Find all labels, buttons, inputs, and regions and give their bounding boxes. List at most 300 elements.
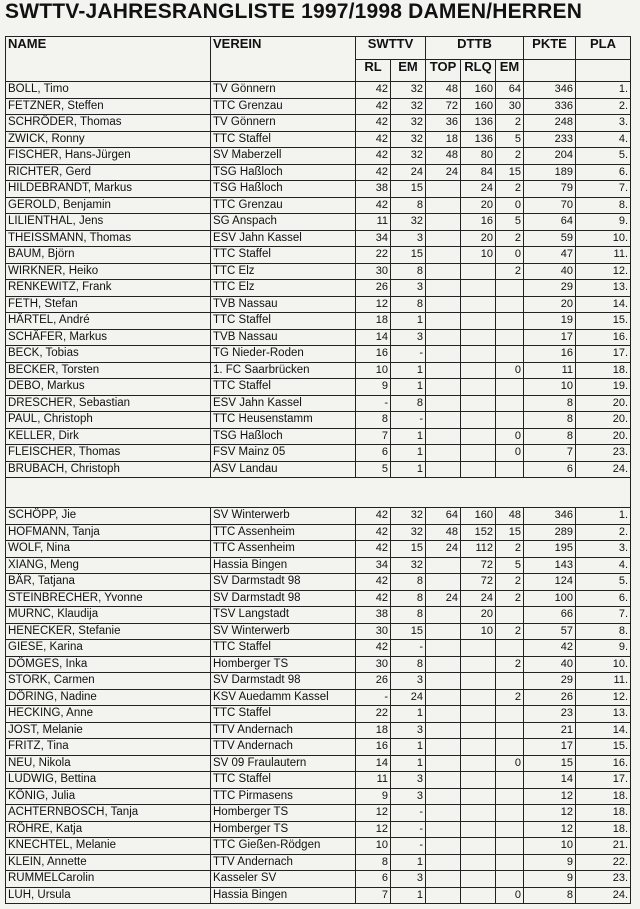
rlq-cell: 20 bbox=[461, 197, 496, 214]
club-cell: TTC Pirmasens bbox=[211, 788, 356, 805]
em-cell: 32 bbox=[391, 508, 426, 525]
col-header-em: EM bbox=[391, 60, 426, 82]
rlq-cell bbox=[461, 296, 496, 313]
name-cell: LILIENTHAL, Jens bbox=[6, 214, 211, 231]
club-cell: TTC Grenzau bbox=[211, 197, 356, 214]
pkte-cell: 10 bbox=[524, 838, 576, 855]
em-cell: 32 bbox=[391, 557, 426, 574]
em-cell: - bbox=[391, 805, 426, 822]
top-cell bbox=[426, 772, 461, 789]
rl-cell: 42 bbox=[356, 82, 391, 99]
rl-cell: 10 bbox=[356, 362, 391, 379]
top-cell bbox=[426, 296, 461, 313]
em-cell: 24 bbox=[391, 164, 426, 181]
em-cell: 32 bbox=[391, 82, 426, 99]
club-cell: SV Darmstadt 98 bbox=[211, 574, 356, 591]
name-cell: DÖRING, Nadine bbox=[6, 689, 211, 706]
top-cell bbox=[426, 346, 461, 363]
em-cell: 15 bbox=[391, 181, 426, 198]
name-cell: DEBO, Markus bbox=[6, 379, 211, 396]
rl-cell: - bbox=[356, 395, 391, 412]
rlq-cell bbox=[461, 739, 496, 756]
rlq-cell bbox=[461, 871, 496, 888]
top-cell: 36 bbox=[426, 115, 461, 132]
club-cell: SG Anspach bbox=[211, 214, 356, 231]
name-cell: HECKING, Anne bbox=[6, 706, 211, 723]
club-cell: TV Gönnern bbox=[211, 115, 356, 132]
dttb-em-cell: 0 bbox=[496, 247, 524, 264]
table-row bbox=[6, 329, 631, 346]
em-cell: 1 bbox=[391, 739, 426, 756]
pkte-cell: 8 bbox=[524, 395, 576, 412]
table-row bbox=[6, 722, 631, 739]
pla-cell: 17. bbox=[576, 346, 631, 363]
top-cell bbox=[426, 395, 461, 412]
em-cell: 8 bbox=[391, 395, 426, 412]
table-row bbox=[6, 607, 631, 624]
dttb-em-cell: 2 bbox=[496, 623, 524, 640]
club-cell: Homberger TS bbox=[211, 821, 356, 838]
name-cell: FETZNER, Steffen bbox=[6, 98, 211, 115]
pla-cell: 15. bbox=[576, 739, 631, 756]
club-cell: SV Maberzell bbox=[211, 148, 356, 165]
name-cell: ACHTERNBOSCH, Tanja bbox=[6, 805, 211, 822]
rlq-cell bbox=[461, 395, 496, 412]
club-cell: TTC Assenheim bbox=[211, 524, 356, 541]
club-cell: SV Darmstadt 98 bbox=[211, 590, 356, 607]
pkte-cell: 26 bbox=[524, 689, 576, 706]
table-row bbox=[6, 541, 631, 558]
rl-cell: 10 bbox=[356, 838, 391, 855]
dttb-em-cell bbox=[496, 722, 524, 739]
dttb-em-cell: 2 bbox=[496, 541, 524, 558]
top-cell bbox=[426, 854, 461, 871]
top-cell bbox=[426, 412, 461, 429]
pla-cell: 24. bbox=[576, 887, 631, 904]
rlq-cell bbox=[461, 706, 496, 723]
rl-cell: 14 bbox=[356, 755, 391, 772]
rlq-cell: 152 bbox=[461, 524, 496, 541]
table-row bbox=[6, 313, 631, 330]
rlq-cell bbox=[461, 280, 496, 297]
col-header-swttv: SWTTV bbox=[356, 37, 426, 60]
table-row bbox=[6, 445, 631, 462]
top-cell: 24 bbox=[426, 590, 461, 607]
rl-cell: 6 bbox=[356, 445, 391, 462]
rl-cell: 22 bbox=[356, 706, 391, 723]
table-row bbox=[6, 871, 631, 888]
pla-cell: 6. bbox=[576, 590, 631, 607]
em-cell: - bbox=[391, 412, 426, 429]
pkte-cell: 100 bbox=[524, 590, 576, 607]
col-header-rlq: RLQ bbox=[461, 60, 496, 82]
pla-cell: 23. bbox=[576, 445, 631, 462]
rlq-cell bbox=[461, 887, 496, 904]
club-cell: TTC Staffel bbox=[211, 706, 356, 723]
table-row bbox=[6, 164, 631, 181]
top-cell bbox=[426, 623, 461, 640]
top-cell bbox=[426, 838, 461, 855]
name-cell: SCHRÖDER, Thomas bbox=[6, 115, 211, 132]
table-row bbox=[6, 838, 631, 855]
pkte-cell: 70 bbox=[524, 197, 576, 214]
pla-cell: 14. bbox=[576, 722, 631, 739]
club-cell: TSG Haßloch bbox=[211, 164, 356, 181]
name-cell: BECK, Tobias bbox=[6, 346, 211, 363]
rl-cell: 8 bbox=[356, 854, 391, 871]
pla-cell: 14. bbox=[576, 296, 631, 313]
name-cell: FRITZ, Tina bbox=[6, 739, 211, 756]
pkte-cell: 204 bbox=[524, 148, 576, 165]
top-cell bbox=[426, 214, 461, 231]
pkte-cell: 20 bbox=[524, 296, 576, 313]
em-cell: 3 bbox=[391, 772, 426, 789]
section-gap-cell bbox=[6, 478, 631, 508]
rl-cell: 42 bbox=[356, 590, 391, 607]
rlq-cell: 24 bbox=[461, 181, 496, 198]
table-row bbox=[6, 379, 631, 396]
rlq-cell bbox=[461, 656, 496, 673]
pkte-cell: 23 bbox=[524, 706, 576, 723]
em-cell: 15 bbox=[391, 247, 426, 264]
table-row bbox=[6, 362, 631, 379]
name-cell: KELLER, Dirk bbox=[6, 428, 211, 445]
dttb-em-cell: 2 bbox=[496, 689, 524, 706]
dttb-em-cell: 64 bbox=[496, 82, 524, 99]
pla-cell: 20. bbox=[576, 395, 631, 412]
col-header-pkte: PKTE bbox=[524, 37, 576, 60]
table-row bbox=[6, 263, 631, 280]
pla-cell: 1. bbox=[576, 82, 631, 99]
em-cell: - bbox=[391, 640, 426, 657]
table-row bbox=[6, 461, 631, 478]
rlq-cell bbox=[461, 445, 496, 462]
name-cell: HÄRTEL, André bbox=[6, 313, 211, 330]
dttb-em-cell bbox=[496, 871, 524, 888]
rlq-cell: 10 bbox=[461, 247, 496, 264]
pkte-cell: 21 bbox=[524, 722, 576, 739]
name-cell: SCHÄFER, Markus bbox=[6, 329, 211, 346]
pla-cell: 13. bbox=[576, 280, 631, 297]
pla-cell: 12. bbox=[576, 689, 631, 706]
top-cell bbox=[426, 280, 461, 297]
em-cell: 8 bbox=[391, 197, 426, 214]
em-cell: 32 bbox=[391, 148, 426, 165]
rl-cell: 8 bbox=[356, 412, 391, 429]
top-cell bbox=[426, 181, 461, 198]
pkte-cell: 42 bbox=[524, 640, 576, 657]
name-cell: NEU, Nikola bbox=[6, 755, 211, 772]
pkte-cell: 12 bbox=[524, 805, 576, 822]
club-cell: TTV Andernach bbox=[211, 854, 356, 871]
pkte-cell: 6 bbox=[524, 461, 576, 478]
rlq-cell: 160 bbox=[461, 82, 496, 99]
em-cell: 3 bbox=[391, 673, 426, 690]
club-cell: TTC Staffel bbox=[211, 131, 356, 148]
dttb-em-cell bbox=[496, 461, 524, 478]
rl-cell: 9 bbox=[356, 788, 391, 805]
em-cell: 8 bbox=[391, 296, 426, 313]
dttb-em-cell bbox=[496, 788, 524, 805]
rl-cell: 42 bbox=[356, 131, 391, 148]
pla-cell: 18. bbox=[576, 788, 631, 805]
pla-cell: 11. bbox=[576, 247, 631, 264]
rl-cell: 12 bbox=[356, 296, 391, 313]
club-cell: ASV Landau bbox=[211, 461, 356, 478]
rl-cell: 42 bbox=[356, 508, 391, 525]
table-row bbox=[6, 788, 631, 805]
top-cell: 18 bbox=[426, 131, 461, 148]
club-cell: ESV Jahn Kassel bbox=[211, 230, 356, 247]
rlq-cell bbox=[461, 805, 496, 822]
club-cell: FSV Mainz 05 bbox=[211, 445, 356, 462]
section-gap bbox=[6, 478, 631, 508]
top-cell bbox=[426, 329, 461, 346]
pkte-cell: 8 bbox=[524, 412, 576, 429]
top-cell: 24 bbox=[426, 164, 461, 181]
rlq-cell: 136 bbox=[461, 115, 496, 132]
table-row bbox=[6, 98, 631, 115]
club-cell: TSV Langstadt bbox=[211, 607, 356, 624]
name-cell: DRESCHER, Sebastian bbox=[6, 395, 211, 412]
em-cell: 32 bbox=[391, 131, 426, 148]
top-cell bbox=[426, 607, 461, 624]
em-cell: - bbox=[391, 346, 426, 363]
em-cell: 1 bbox=[391, 445, 426, 462]
em-cell: 3 bbox=[391, 871, 426, 888]
dttb-em-cell: 5 bbox=[496, 131, 524, 148]
pkte-cell: 11 bbox=[524, 362, 576, 379]
rlq-cell: 136 bbox=[461, 131, 496, 148]
table-row bbox=[6, 280, 631, 297]
club-cell: TSG Haßloch bbox=[211, 428, 356, 445]
rl-cell: 14 bbox=[356, 329, 391, 346]
rlq-cell: 16 bbox=[461, 214, 496, 231]
rlq-cell bbox=[461, 821, 496, 838]
club-cell: TVB Nassau bbox=[211, 329, 356, 346]
herren-section bbox=[6, 82, 631, 478]
rl-cell: 42 bbox=[356, 197, 391, 214]
name-cell: RUMMELCarolin bbox=[6, 871, 211, 888]
club-cell: TV Gönnern bbox=[211, 82, 356, 99]
rlq-cell bbox=[461, 854, 496, 871]
dttb-em-cell bbox=[496, 296, 524, 313]
table-row bbox=[6, 557, 631, 574]
club-cell: TTC Elz bbox=[211, 280, 356, 297]
pkte-cell: 124 bbox=[524, 574, 576, 591]
pla-cell: 1. bbox=[576, 508, 631, 525]
col-header-pla-blank bbox=[576, 60, 631, 82]
top-cell bbox=[426, 887, 461, 904]
pkte-cell: 64 bbox=[524, 214, 576, 231]
name-cell: HENECKER, Stefanie bbox=[6, 623, 211, 640]
em-cell: 3 bbox=[391, 230, 426, 247]
rlq-cell bbox=[461, 838, 496, 855]
rl-cell: 42 bbox=[356, 541, 391, 558]
pla-cell: 4. bbox=[576, 557, 631, 574]
em-cell: 1 bbox=[391, 887, 426, 904]
rlq-cell bbox=[461, 722, 496, 739]
rl-cell: 16 bbox=[356, 739, 391, 756]
pkte-cell: 17 bbox=[524, 739, 576, 756]
em-cell: - bbox=[391, 838, 426, 855]
top-cell bbox=[426, 689, 461, 706]
pla-cell: 12. bbox=[576, 263, 631, 280]
rl-cell: 12 bbox=[356, 805, 391, 822]
top-cell bbox=[426, 263, 461, 280]
pla-cell: 15. bbox=[576, 313, 631, 330]
rl-cell: 42 bbox=[356, 115, 391, 132]
rl-cell: 30 bbox=[356, 656, 391, 673]
rlq-cell bbox=[461, 673, 496, 690]
name-cell: STORK, Carmen bbox=[6, 673, 211, 690]
dttb-em-cell bbox=[496, 329, 524, 346]
rl-cell: - bbox=[356, 689, 391, 706]
page-title: SWTTV-JAHRESRANGLISTE 1997/1998 DAMEN/HERREN bbox=[5, 0, 583, 23]
em-cell: 24 bbox=[391, 689, 426, 706]
dttb-em-cell: 5 bbox=[496, 214, 524, 231]
club-cell: TTV Andernach bbox=[211, 722, 356, 739]
table-row bbox=[6, 214, 631, 231]
pkte-cell: 17 bbox=[524, 329, 576, 346]
pkte-cell: 143 bbox=[524, 557, 576, 574]
club-cell: SV Winterwerb bbox=[211, 623, 356, 640]
dttb-em-cell bbox=[496, 706, 524, 723]
em-cell: 15 bbox=[391, 541, 426, 558]
name-cell: RICHTER, Gerd bbox=[6, 164, 211, 181]
dttb-em-cell: 2 bbox=[496, 656, 524, 673]
name-cell: XIANG, Meng bbox=[6, 557, 211, 574]
em-cell: 3 bbox=[391, 788, 426, 805]
rl-cell: 26 bbox=[356, 673, 391, 690]
em-cell: - bbox=[391, 821, 426, 838]
top-cell bbox=[426, 739, 461, 756]
rlq-cell bbox=[461, 313, 496, 330]
rl-cell: 12 bbox=[356, 821, 391, 838]
table-row bbox=[6, 755, 631, 772]
dttb-em-cell: 5 bbox=[496, 557, 524, 574]
pkte-cell: 233 bbox=[524, 131, 576, 148]
rl-cell: 34 bbox=[356, 557, 391, 574]
top-cell: 48 bbox=[426, 82, 461, 99]
rl-cell: 22 bbox=[356, 247, 391, 264]
rl-cell: 7 bbox=[356, 428, 391, 445]
pla-cell: 2. bbox=[576, 98, 631, 115]
club-cell: TG Nieder-Roden bbox=[211, 346, 356, 363]
rlq-cell: 112 bbox=[461, 541, 496, 558]
col-header-rl: RL bbox=[356, 60, 391, 82]
table-row bbox=[6, 805, 631, 822]
em-cell: 32 bbox=[391, 214, 426, 231]
dttb-em-cell: 0 bbox=[496, 755, 524, 772]
pkte-cell: 7 bbox=[524, 445, 576, 462]
club-cell: TTC Staffel bbox=[211, 313, 356, 330]
pkte-cell: 40 bbox=[524, 656, 576, 673]
name-cell: MURNC, Klaudija bbox=[6, 607, 211, 624]
name-cell: LUDWIG, Bettina bbox=[6, 772, 211, 789]
top-cell: 48 bbox=[426, 524, 461, 541]
table-row bbox=[6, 706, 631, 723]
dttb-em-cell bbox=[496, 379, 524, 396]
rl-cell: 38 bbox=[356, 181, 391, 198]
rl-cell: 26 bbox=[356, 280, 391, 297]
rlq-cell: 160 bbox=[461, 508, 496, 525]
em-cell: 32 bbox=[391, 524, 426, 541]
top-cell bbox=[426, 379, 461, 396]
rlq-cell bbox=[461, 428, 496, 445]
name-cell: LUH, Ursula bbox=[6, 887, 211, 904]
rl-cell: 34 bbox=[356, 230, 391, 247]
club-cell: TVB Nassau bbox=[211, 296, 356, 313]
pkte-cell: 40 bbox=[524, 263, 576, 280]
pla-cell: 10. bbox=[576, 230, 631, 247]
table-row bbox=[6, 673, 631, 690]
top-cell bbox=[426, 673, 461, 690]
table-row bbox=[6, 115, 631, 132]
dttb-em-cell bbox=[496, 772, 524, 789]
name-cell: BOLL, Timo bbox=[6, 82, 211, 99]
top-cell: 64 bbox=[426, 508, 461, 525]
name-cell: GIESE, Karina bbox=[6, 640, 211, 657]
rlq-cell bbox=[461, 346, 496, 363]
pkte-cell: 10 bbox=[524, 379, 576, 396]
pla-cell: 8. bbox=[576, 623, 631, 640]
name-cell: HILDEBRANDT, Markus bbox=[6, 181, 211, 198]
rl-cell: 42 bbox=[356, 164, 391, 181]
club-cell: TTC Gießen-Rödgen bbox=[211, 838, 356, 855]
table-row bbox=[6, 739, 631, 756]
pkte-cell: 79 bbox=[524, 181, 576, 198]
rlq-cell: 24 bbox=[461, 590, 496, 607]
pla-cell: 6. bbox=[576, 164, 631, 181]
pkte-cell: 289 bbox=[524, 524, 576, 541]
dttb-em-cell bbox=[496, 805, 524, 822]
table-row bbox=[6, 247, 631, 264]
name-cell: KÖNIG, Julia bbox=[6, 788, 211, 805]
name-cell: KLEIN, Annette bbox=[6, 854, 211, 871]
rl-cell: 18 bbox=[356, 313, 391, 330]
name-cell: BRUBACH, Christoph bbox=[6, 461, 211, 478]
club-cell: 1. FC Saarbrücken bbox=[211, 362, 356, 379]
dttb-em-cell: 48 bbox=[496, 508, 524, 525]
rl-cell: 42 bbox=[356, 524, 391, 541]
table-row bbox=[6, 656, 631, 673]
dttb-em-cell bbox=[496, 346, 524, 363]
em-cell: 1 bbox=[391, 755, 426, 772]
club-cell: SV 09 Fraulautern bbox=[211, 755, 356, 772]
club-cell: TTC Staffel bbox=[211, 379, 356, 396]
rl-cell: 6 bbox=[356, 871, 391, 888]
rlq-cell: 80 bbox=[461, 148, 496, 165]
pla-cell: 7. bbox=[576, 607, 631, 624]
dttb-em-cell: 15 bbox=[496, 164, 524, 181]
pkte-cell: 248 bbox=[524, 115, 576, 132]
top-cell bbox=[426, 313, 461, 330]
col-header-dttb-em: EM bbox=[496, 60, 524, 82]
rl-cell: 9 bbox=[356, 379, 391, 396]
dttb-em-cell bbox=[496, 412, 524, 429]
top-cell bbox=[426, 445, 461, 462]
col-header-dttb: DTTB bbox=[426, 37, 524, 60]
top-cell bbox=[426, 197, 461, 214]
club-cell: TTC Heusenstamm bbox=[211, 412, 356, 429]
dttb-em-cell: 2 bbox=[496, 590, 524, 607]
pkte-cell: 12 bbox=[524, 788, 576, 805]
club-cell: TTC Staffel bbox=[211, 772, 356, 789]
rlq-cell bbox=[461, 755, 496, 772]
pla-cell: 5. bbox=[576, 148, 631, 165]
name-cell: JOST, Melanie bbox=[6, 722, 211, 739]
